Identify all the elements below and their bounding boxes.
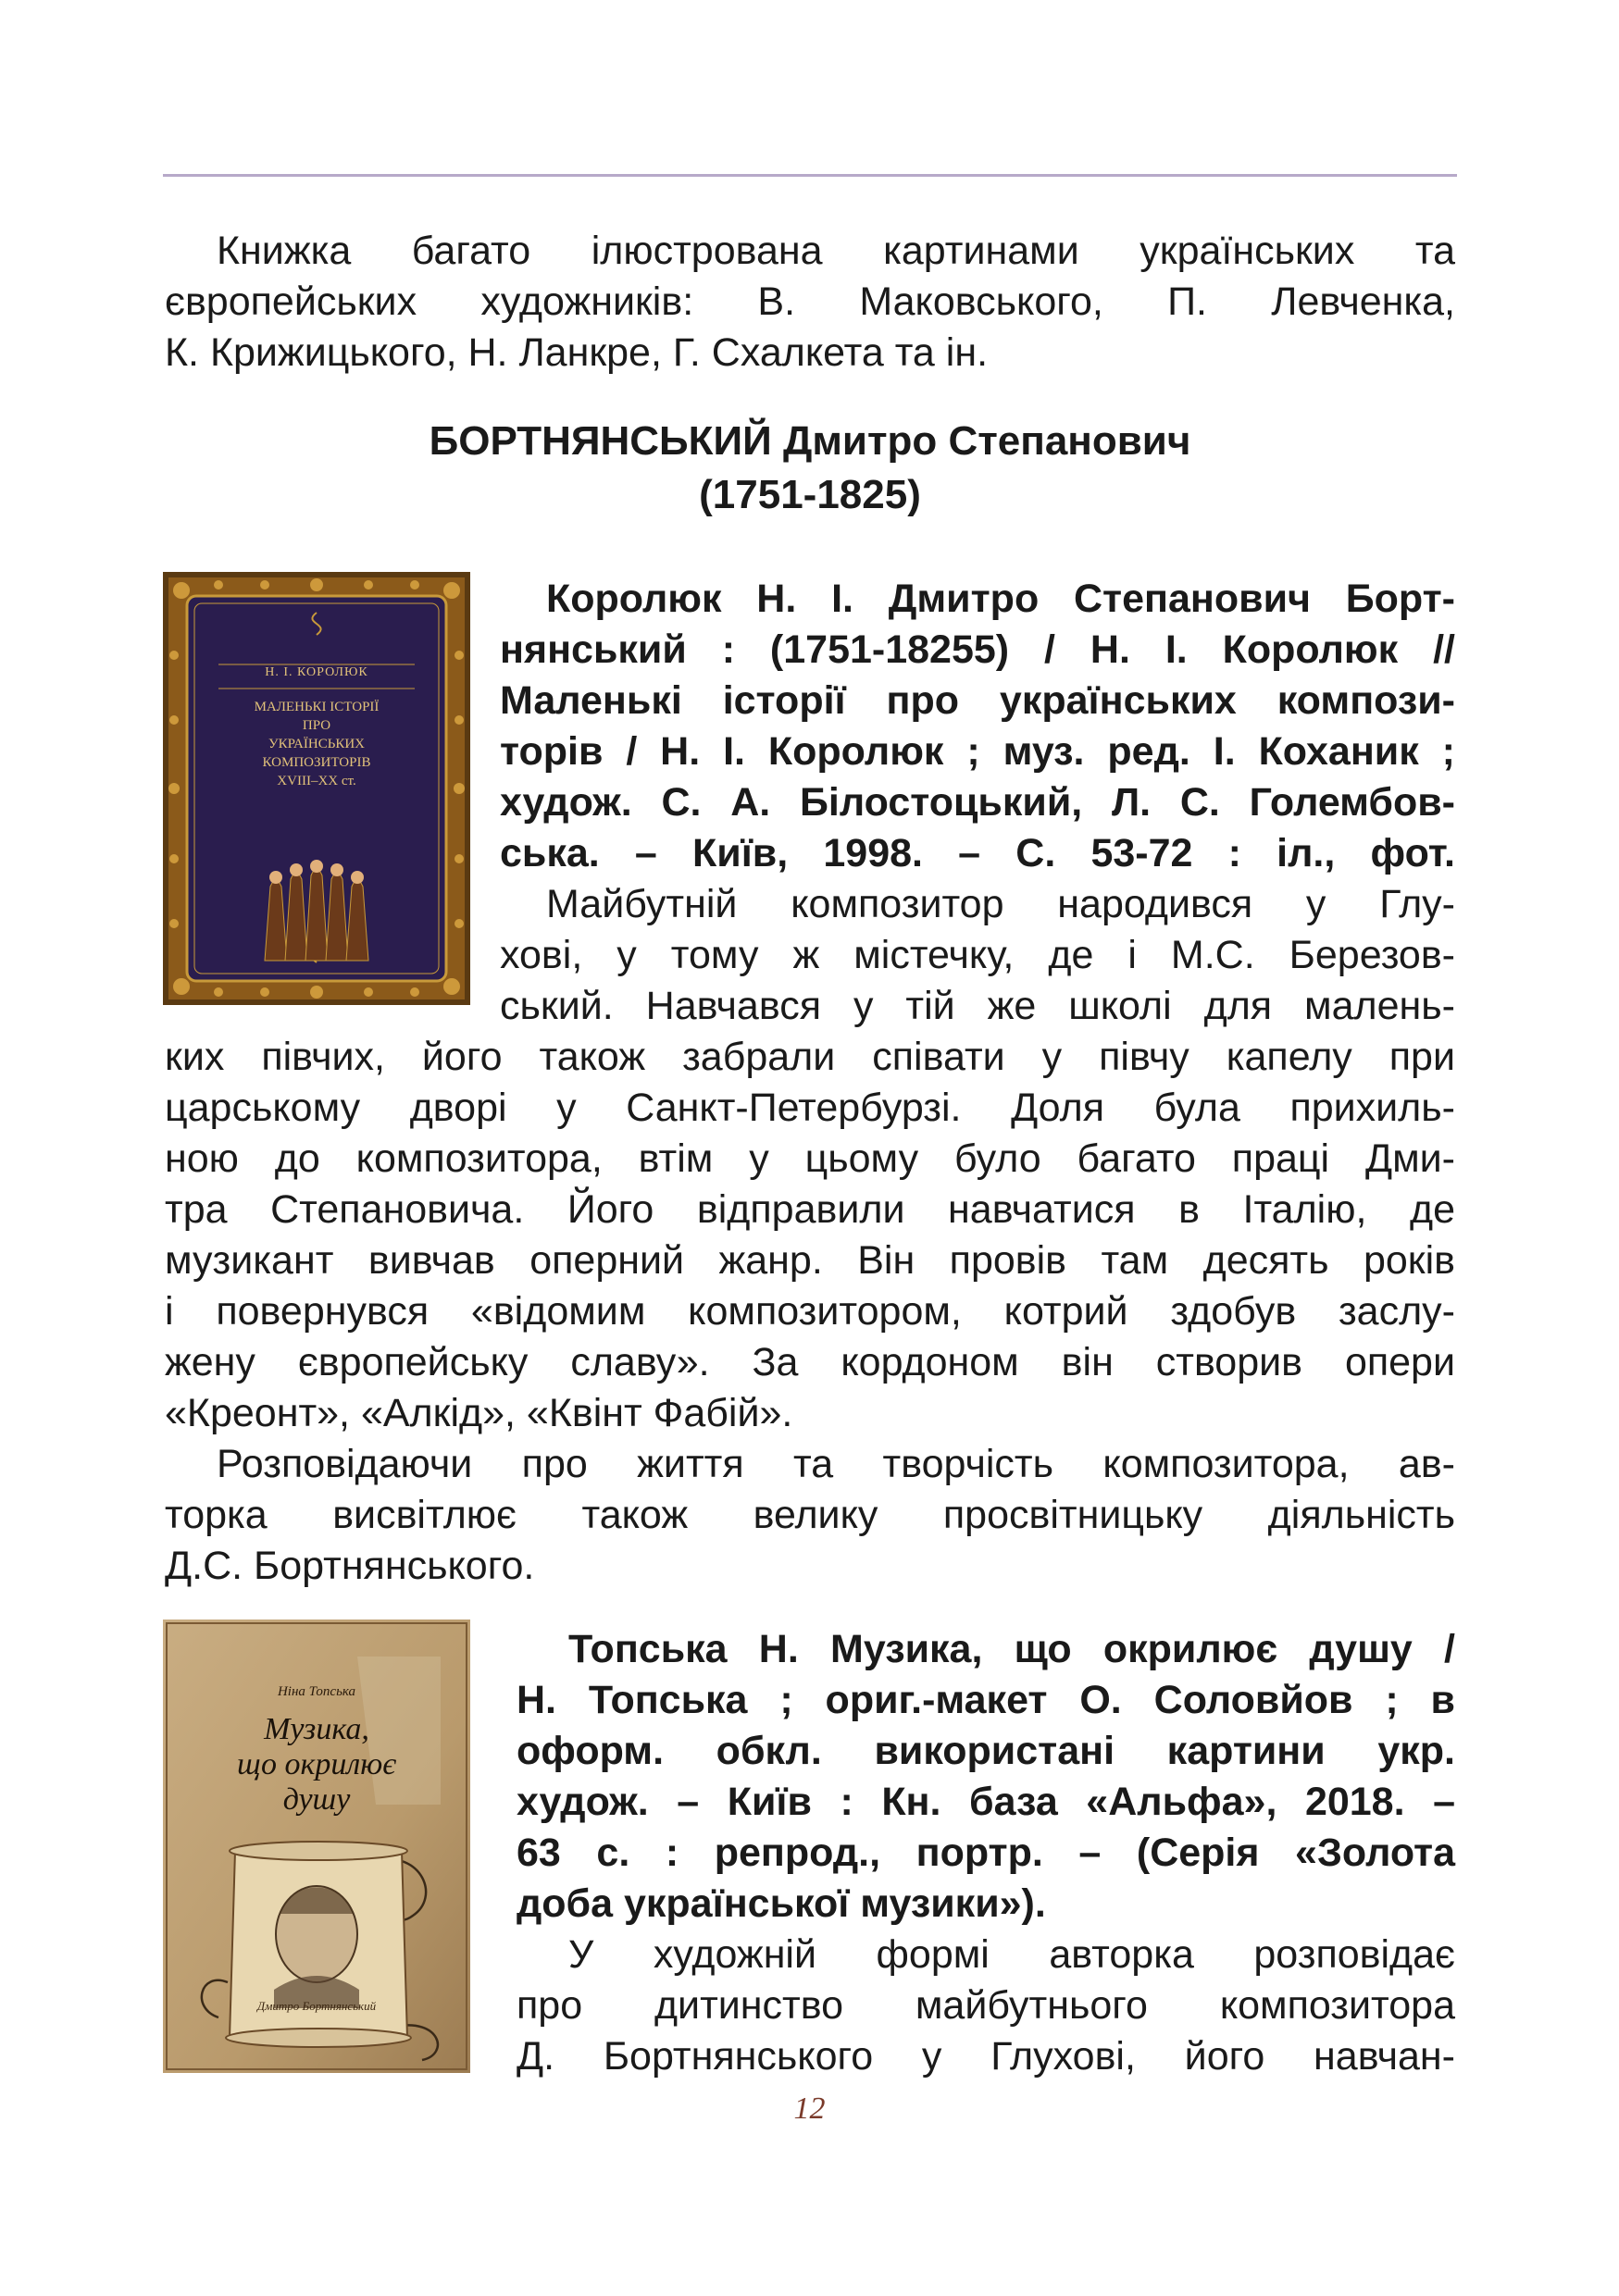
body-line: жену європейську славу». За кордоном він створив опери: [165, 1340, 1455, 1384]
cover-author: Ніна Топська: [277, 1684, 356, 1699]
body-line: хові, у тому ж містечку, де і М.С. Березов-: [500, 933, 1455, 977]
body-line: Розповідаючи про життя та творчість композитора, ав-: [217, 1442, 1455, 1486]
intro-paragraph: [165, 226, 1455, 379]
body-line: «Креонт», «Алкід», «Квінт Фабій».: [165, 1391, 793, 1435]
body-topska: [517, 1930, 1455, 2082]
body-line: У художній формі авторка розповідає: [568, 1932, 1455, 1977]
heading-years: (1751-1825): [699, 472, 921, 517]
heading-name: БОРТНЯНСЬКИЙ Дмитро Степанович: [429, 418, 1191, 464]
body-koroliuk: [165, 1032, 1455, 1592]
citation-line: худож. С. А. Білостоцький, Л. С. Голембов-: [500, 780, 1455, 825]
cover-signature: Дмитро Бортнянський: [256, 1999, 377, 2013]
citation-line: Топська Н. Музика, що окрилює душу /: [568, 1627, 1455, 1671]
citation-line: нянський : (1751-18255) / Н. І. Королюк //: [500, 627, 1455, 672]
cover-title-line: УКРАЇНСЬКИХ: [268, 737, 365, 751]
page-number: 12: [793, 2091, 826, 2126]
citation-line: торів / Н. І. Королюк ; муз. ред. І. Коханик ;: [500, 729, 1455, 774]
citation-line: 63 с. : репрод., портр. – (Серія «Золота: [517, 1831, 1455, 1875]
body-koroliuk-wrapped: [500, 879, 1455, 1032]
intro-line: Книжка багато ілюстрована картинами українських та: [217, 229, 1455, 273]
body-line: про дитинство майбутнього композитора: [517, 1983, 1455, 2028]
body-line: ський. Навчався у тій же школі для малень-: [500, 984, 1455, 1028]
cover-title: [163, 698, 470, 790]
citation-topska: [517, 1624, 1455, 1930]
body-line: торка висвітлює також велику просвітницьку діяльність: [165, 1493, 1455, 1537]
body-line: музикант вивчав оперний жанр. Він провів там десять років: [165, 1238, 1455, 1283]
header-rule: [163, 174, 1457, 177]
body-line: царському дворі у Санкт-Петербурзі. Доля була прихиль-: [165, 1086, 1455, 1130]
body-line: Д.С. Бортнянського.: [165, 1544, 535, 1588]
citation-koroliuk: [500, 574, 1455, 879]
cover-author: Н. І. КОРОЛЮК: [265, 665, 368, 679]
body-line: ною до композитора, втім у цьому було багато праці Дми-: [165, 1136, 1455, 1181]
citation-line: оформ. обкл. використані картини укр.: [517, 1729, 1455, 1773]
citation-line: Н. Топська ; ориг.-макет О. Соловйов ; в: [517, 1678, 1455, 1722]
cover-title-line: Музика,: [264, 1712, 369, 1746]
cover-title-line: ПРО: [302, 718, 331, 733]
cover-title: [163, 1712, 470, 1818]
intro-line: європейських художників: В. Маковського, П. Левченка,: [165, 279, 1455, 324]
cover-title-line: МАЛЕНЬКІ ІСТОРІЇ: [254, 700, 380, 714]
body-line: Д. Бортнянського у Глухові, його навчан-: [517, 2034, 1455, 2079]
book-cover-koroliuk: [163, 572, 470, 1005]
citation-line: худож. – Київ : Кн. база «Альфа», 2018. –: [517, 1780, 1455, 1824]
intro-line: К. Крижицького, Н. Ланкре, Г. Схалкета та ін.: [165, 330, 989, 375]
citation-line: Королюк Н. І. Дмитро Степанович Борт-: [546, 577, 1455, 621]
section-heading: [163, 415, 1457, 522]
citation-line: доба української музики»).: [517, 1881, 1046, 1926]
body-line: і повернувся «відомим композитором, котрий здобув заслу-: [165, 1289, 1455, 1334]
book-cover-topska: [163, 1620, 470, 2073]
body-line: Майбутній композитор народився у Глу-: [546, 882, 1455, 926]
cover-title-line: КОМПОЗИТОРІВ: [262, 755, 371, 770]
cover-title-line: що окрилює: [236, 1747, 397, 1781]
body-line: тра Степановича. Його відправили навчатися в Італію, де: [165, 1187, 1455, 1232]
cover-title-line: душу: [282, 1782, 351, 1817]
citation-line: ська. – Київ, 1998. – С. 53-72 : іл., фот.: [500, 831, 1455, 875]
cover-title-line: XVIII–XX ст.: [277, 774, 356, 788]
citation-line: Маленькі історії про українських компози-: [500, 678, 1455, 723]
body-line: ких півчих, його також забрали співати у півчу капелу при: [165, 1035, 1455, 1079]
